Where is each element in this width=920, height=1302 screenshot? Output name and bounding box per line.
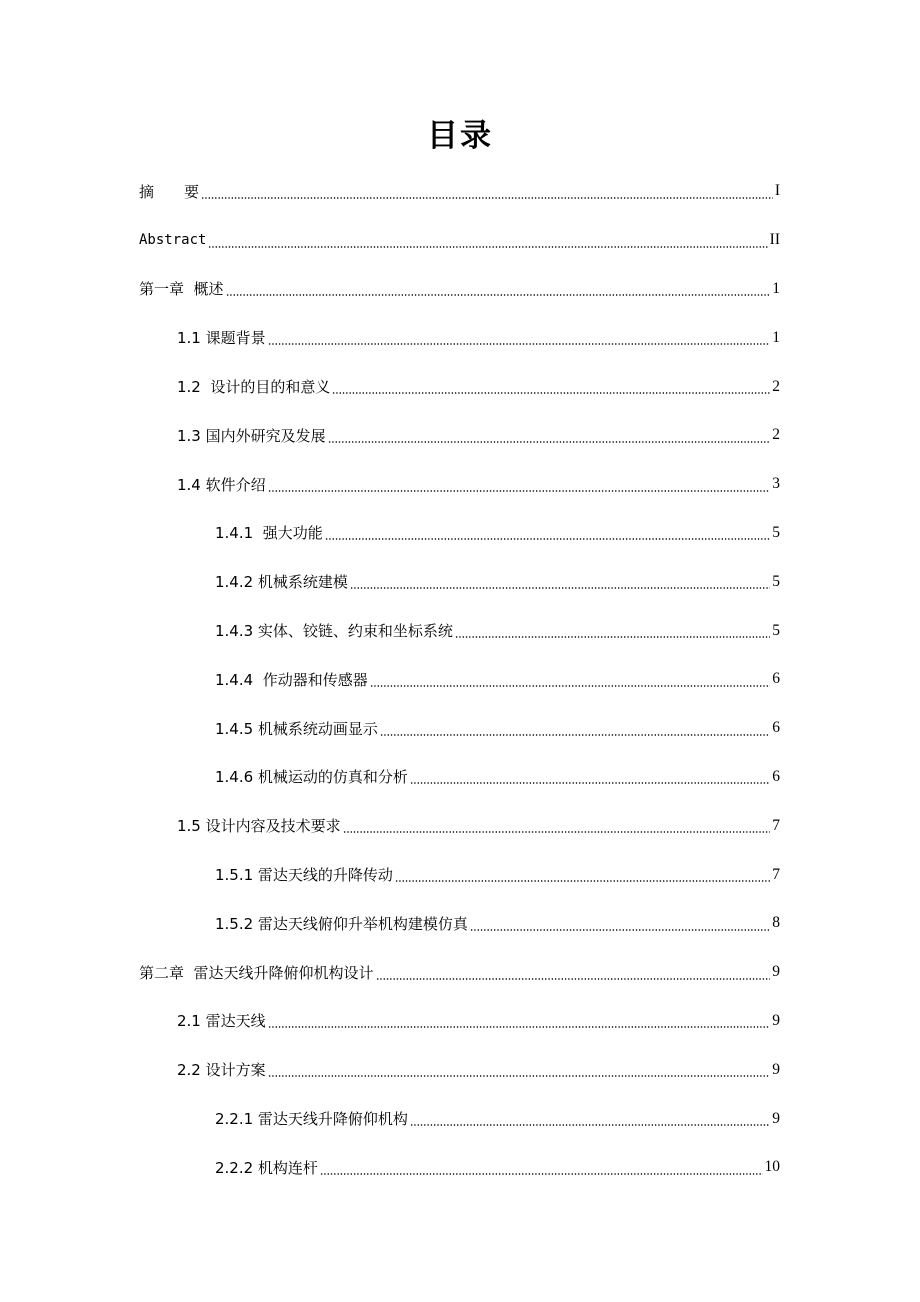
toc-leader-dots <box>208 246 767 248</box>
toc-entry-label: 1.2 设计的目的和意义 <box>177 378 331 397</box>
toc-leader-dots <box>455 636 770 638</box>
toc-leader-dots <box>268 490 771 492</box>
toc-entry-label: 第二章 雷达天线升降俯仰机构设计 <box>139 963 374 982</box>
toc-entry-label: 2.2.1 雷达天线升降俯仰机构 <box>215 1110 408 1129</box>
toc-leader-dots <box>410 1124 770 1126</box>
toc-entry[interactable] <box>0 753 920 802</box>
toc-entry-label: 1.4.4 作动器和传感器 <box>215 670 368 689</box>
toc-list <box>0 167 920 1192</box>
toc-entry-page-number: 9 <box>772 1109 780 1127</box>
toc-entry-page-number: 1 <box>772 279 780 297</box>
toc-entry-page-number: 5 <box>772 621 780 639</box>
toc-entry-page-number: 1 <box>772 328 780 346</box>
toc-leader-dots <box>325 538 771 540</box>
toc-entry-page-number: 9 <box>772 963 780 981</box>
toc-leader-dots <box>268 1026 771 1028</box>
toc-entry[interactable] <box>0 167 920 216</box>
toc-entry-page-number: 6 <box>772 767 780 785</box>
toc-entry-label: 2.2 设计方案 <box>177 1061 266 1080</box>
toc-leader-dots <box>370 685 771 687</box>
toc-leader-dots <box>268 1075 771 1077</box>
toc-entry-label: 1.4.6 机械运动的仿真和分析 <box>215 768 408 787</box>
toc-entry-page-number: II <box>769 231 780 249</box>
toc-leader-dots <box>268 343 771 345</box>
toc-entry-label: 1.4.5 机械系统动画显示 <box>215 719 378 738</box>
toc-entry-label: 2.2.2 机构连杆 <box>215 1158 318 1177</box>
toc-leader-dots <box>395 880 770 882</box>
toc-entry-page-number: 9 <box>772 1011 780 1029</box>
toc-entry[interactable] <box>0 411 920 460</box>
toc-title: 目录 <box>427 118 493 154</box>
toc-entry-label: 摘 要 <box>139 182 200 201</box>
toc-entry-page-number: I <box>774 182 780 200</box>
toc-entry-label: 1.5.2 雷达天线俯仰升举机构建模仿真 <box>215 914 468 933</box>
toc-leader-dots <box>332 392 770 394</box>
toc-entry-label: 1.1 课题背景 <box>177 329 266 348</box>
toc-entry[interactable] <box>0 557 920 606</box>
toc-entry-page-number: 10 <box>764 1158 780 1176</box>
toc-entry-label: 1.5 设计内容及技术要求 <box>177 817 341 836</box>
toc-entry-label: Abstract <box>139 232 207 249</box>
toc-entry[interactable] <box>0 704 920 753</box>
toc-entry-label: 1.4 软件介绍 <box>177 475 266 494</box>
toc-entry-label: 2.1 雷达天线 <box>177 1012 266 1031</box>
toc-entry-page-number: 5 <box>772 523 780 541</box>
toc-entry[interactable] <box>0 1094 920 1143</box>
toc-leader-dots <box>380 734 770 736</box>
toc-entry[interactable] <box>0 313 920 362</box>
toc-entry-page-number: 8 <box>772 914 780 932</box>
toc-entry-page-number: 5 <box>772 572 780 590</box>
toc-entry-label: 1.4.2 机械系统建模 <box>215 573 348 592</box>
toc-entry[interactable] <box>0 265 920 314</box>
toc-entry[interactable] <box>0 801 920 850</box>
toc-entry-label: 第一章 概述 <box>139 280 224 299</box>
toc-entry-page-number: 9 <box>772 1060 780 1078</box>
toc-entry[interactable] <box>0 948 920 997</box>
toc-leader-dots <box>350 587 770 589</box>
toc-leader-dots <box>410 782 770 784</box>
toc-entry[interactable] <box>0 216 920 265</box>
toc-leader-dots <box>226 294 771 296</box>
toc-leader-dots <box>470 929 770 931</box>
toc-entry-label: 1.4.3 实体、铰链、约束和坐标系统 <box>215 622 453 641</box>
toc-entry-page-number: 6 <box>772 670 780 688</box>
toc-entry[interactable] <box>0 460 920 509</box>
toc-entry[interactable] <box>0 606 920 655</box>
toc-entry-label: 1.4.1 强大功能 <box>215 524 323 543</box>
toc-entry-label: 1.3 国内外研究及发展 <box>177 426 326 445</box>
toc-entry-page-number: 2 <box>772 426 780 444</box>
toc-entry[interactable] <box>0 509 920 558</box>
toc-leader-dots <box>201 197 773 199</box>
toc-entry-page-number: 7 <box>772 865 780 883</box>
toc-leader-dots <box>320 1173 763 1175</box>
toc-entry-page-number: 2 <box>772 377 780 395</box>
toc-entry[interactable] <box>0 362 920 411</box>
toc-entry[interactable] <box>0 1045 920 1094</box>
toc-entry-label: 1.5.1 雷达天线的升降传动 <box>215 866 393 885</box>
toc-entry-page-number: 3 <box>772 475 780 493</box>
toc-leader-dots <box>376 978 771 980</box>
toc-entry-page-number: 6 <box>772 719 780 737</box>
toc-entry[interactable] <box>0 850 920 899</box>
toc-leader-dots <box>328 441 771 443</box>
toc-entry[interactable] <box>0 1143 920 1192</box>
toc-entry-page-number: 7 <box>772 816 780 834</box>
toc-entry[interactable] <box>0 997 920 1046</box>
toc-leader-dots <box>343 831 771 833</box>
toc-entry[interactable] <box>0 899 920 948</box>
toc-entry[interactable] <box>0 655 920 704</box>
